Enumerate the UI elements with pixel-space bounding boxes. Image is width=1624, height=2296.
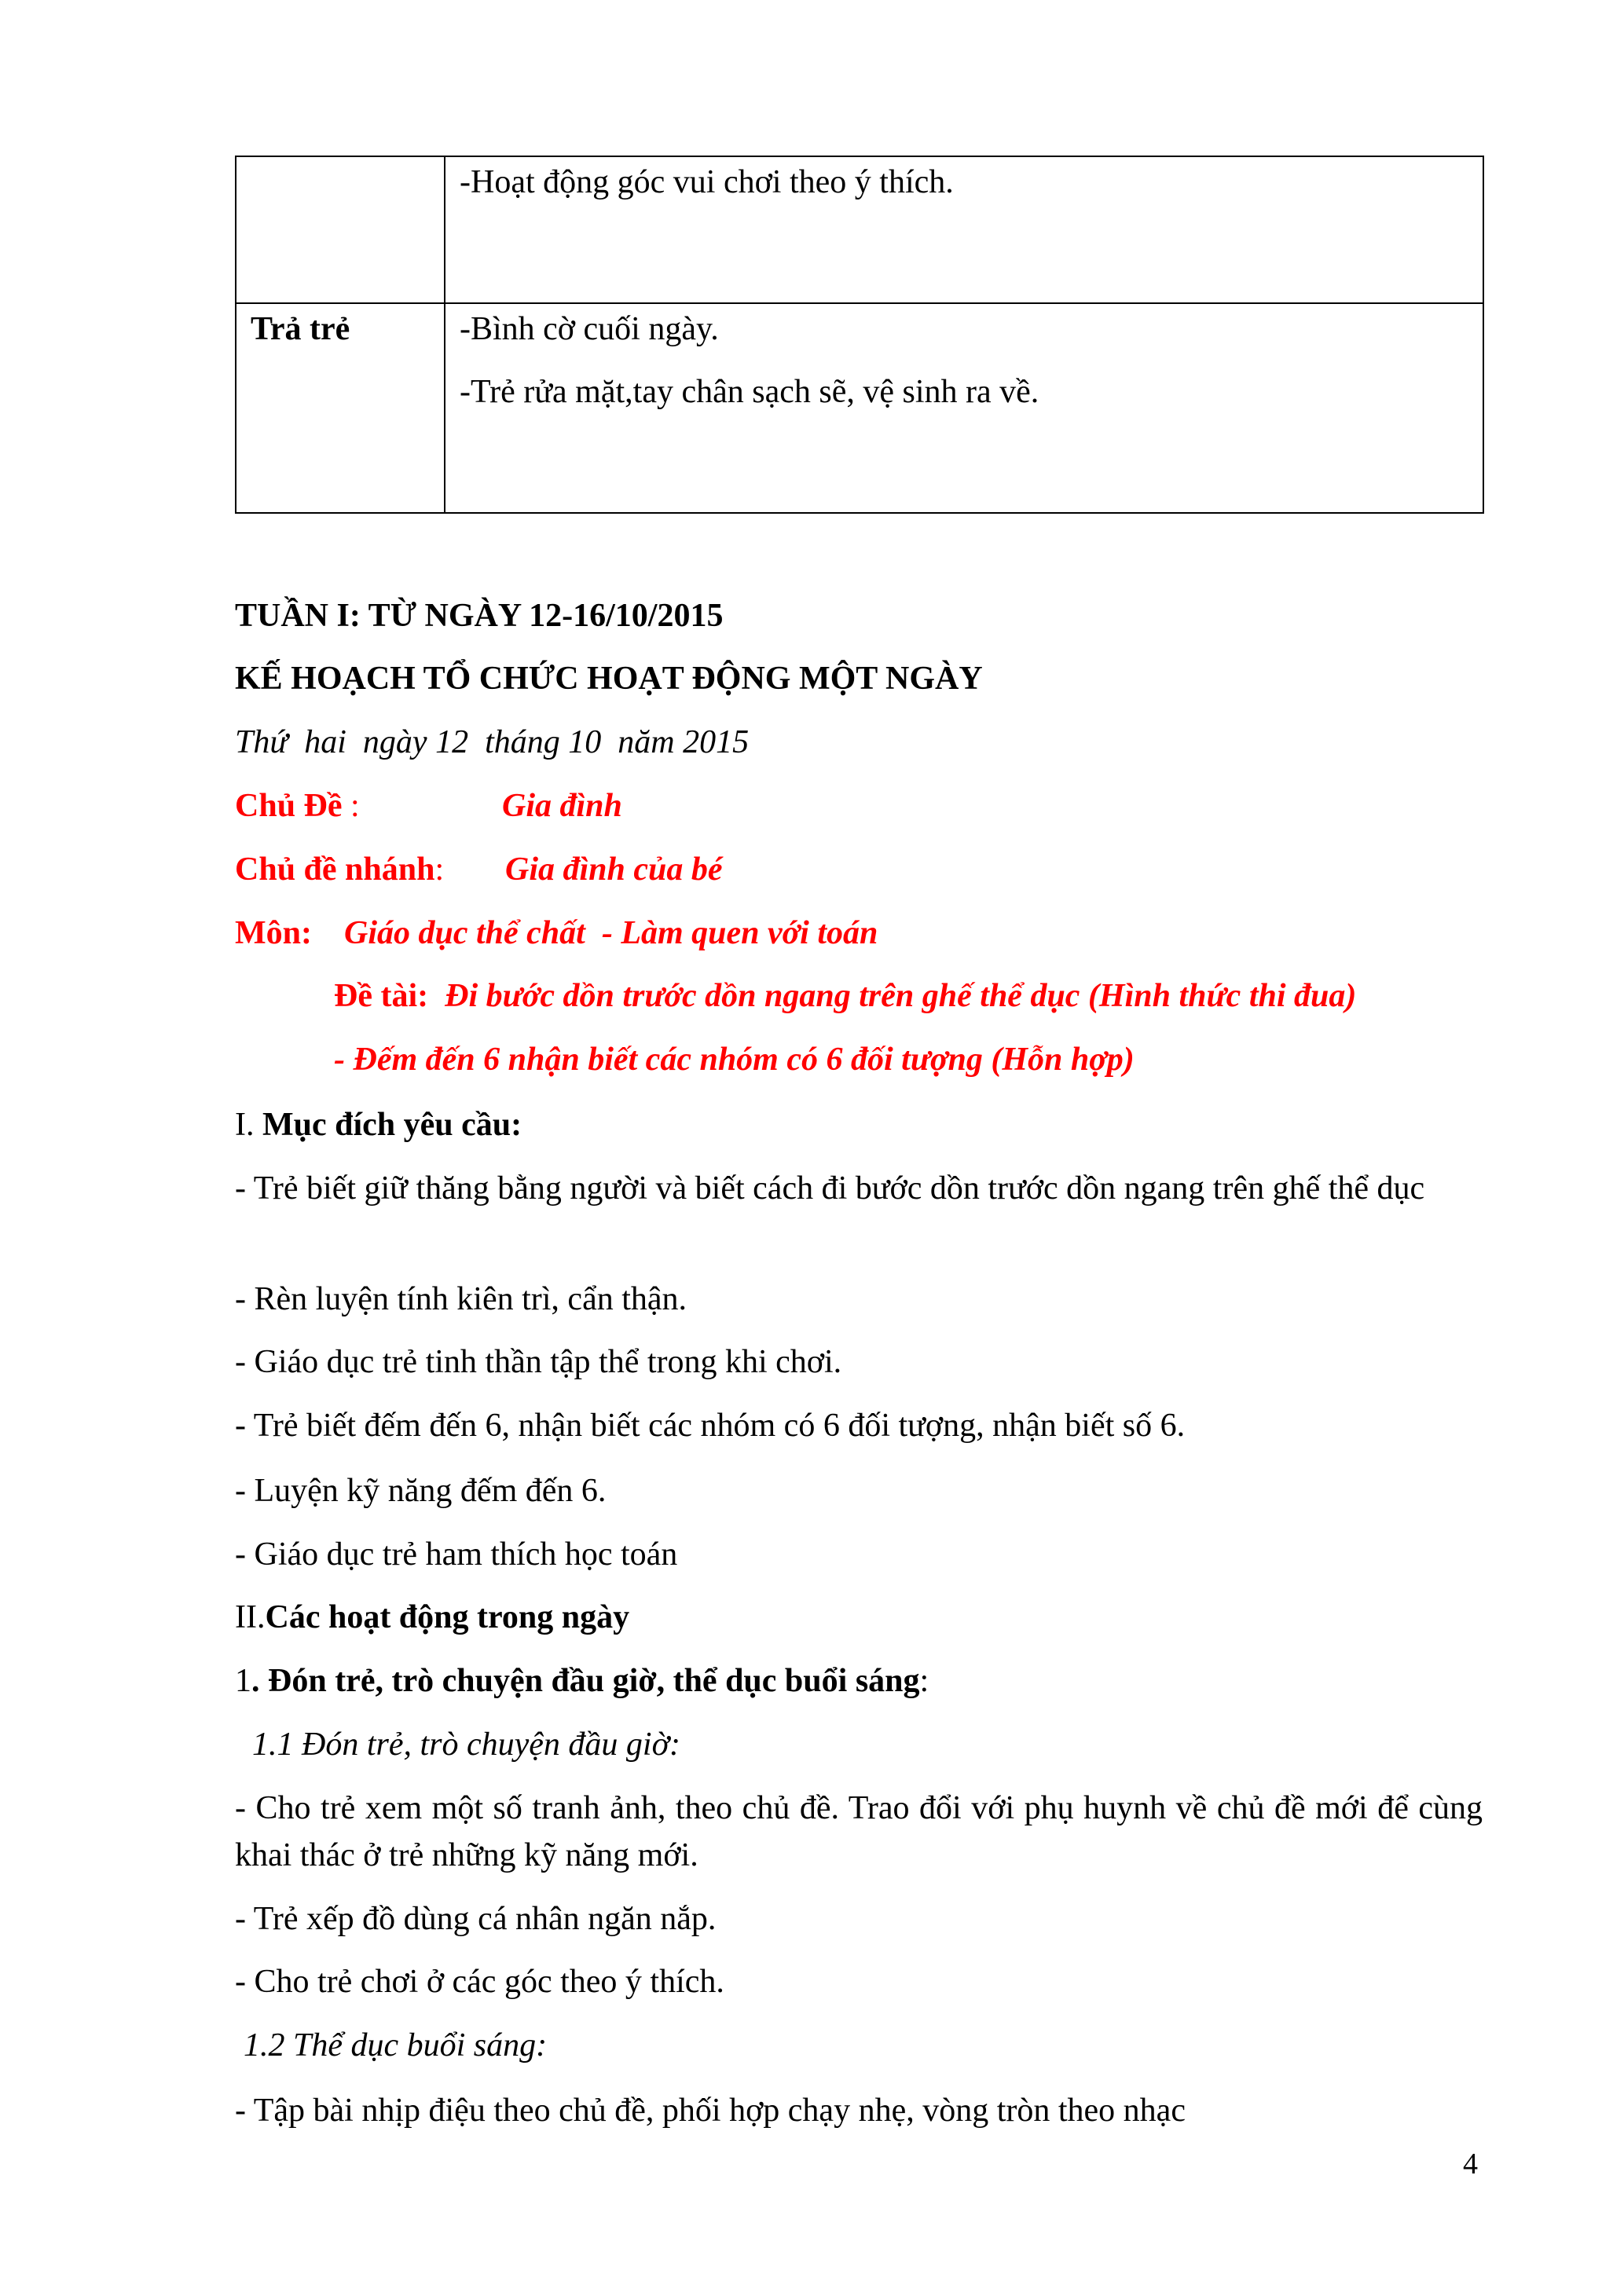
subject-label: Môn: (235, 915, 312, 951)
sub1-suffix: : (919, 1663, 929, 1699)
subtopic-label: Chủ đề nhánh (235, 851, 435, 888)
objective-item: - Rèn luyện tính kiên trì, cẩn thận. (235, 1281, 687, 1317)
week-title: TUẦN I: TỪ NGÀY 12-16/10/2015 (235, 598, 724, 634)
sub11-item: - Cho trẻ chơi ở các góc theo ý thích. (235, 1964, 724, 2000)
lesson-value-2: - Đếm đến 6 nhận biết các nhóm có 6 đối tượng (Hỗn hợp) (334, 1042, 1135, 1078)
section1-title: Mục đích yêu cầu: (262, 1107, 522, 1143)
row-label: Trả trẻ (251, 311, 350, 347)
table-cell-label (236, 303, 445, 513)
subtopic-value: Gia đình của bé (505, 851, 723, 888)
objective-item: - Giáo dục trẻ ham thích học toán (235, 1536, 678, 1573)
objective-item: - Luyện kỹ năng đếm đến 6. (235, 1473, 607, 1509)
subtopic-line (235, 850, 444, 889)
sub1-heading (235, 1661, 929, 1701)
plan-title: KẾ HOẠCH TỔ CHỨC HOẠT ĐỘNG MỘT NGÀY (235, 661, 983, 697)
objective-item: - Giáo dục trẻ tinh thần tập thể trong khi chơi. (235, 1344, 842, 1380)
topic-line (235, 786, 360, 826)
table-row (236, 156, 1483, 303)
sub1-prefix: 1 (235, 1663, 251, 1699)
sub11-item: - Cho trẻ xem một số tranh ảnh, theo chủ đề. Trao đổi với phụ huynh về chủ đề mới để cùng khai thác ở trẻ những kỹ năng mới. (235, 1790, 1483, 1873)
date-line: Thứ hai ngày 12 tháng 10 năm 2015 (235, 724, 750, 760)
table-row (236, 303, 1483, 513)
sub12-heading: 1.2 Thể dục buổi sáng: (244, 2027, 548, 2063)
section1-prefix: I. (235, 1107, 262, 1143)
subject-value: Giáo dục thể chất - Làm quen với toán (344, 915, 878, 951)
lesson-line (334, 976, 1356, 1016)
sub1-title: . Đón trẻ, trò chuyện đầu giờ, thể dục buổi sáng (251, 1663, 920, 1699)
section1-heading (235, 1105, 522, 1144)
sub12-item: - Tập bài nhịp điệu theo chủ đề, phối hợp chạy nhẹ, vòng tròn theo nhạc (235, 2093, 1186, 2129)
objective-item: - Trẻ biết giữ thăng bằng người và biết cách đi bước dồn trước dồn ngang trên ghế thể dục (235, 1170, 1425, 1207)
section2-heading (235, 1598, 629, 1637)
sub11-item: - Trẻ xếp đồ dùng cá nhân ngăn nắp. (235, 1901, 717, 1937)
section2-title: Các hoạt động trong ngày (265, 1599, 630, 1635)
page-number: 4 (1463, 2148, 1478, 2181)
lesson-label: Đề tài: (334, 978, 429, 1014)
cell-line: -Hoạt động góc vui chơi theo ý thích. (460, 164, 954, 200)
table-cell-content (445, 156, 1483, 303)
sub11-heading: 1.1 Đón trẻ, trò chuyện đầu giờ: (252, 1727, 680, 1763)
subtopic-sep: : (434, 851, 445, 888)
table-cell-content (445, 303, 1483, 513)
cell-line: -Bình cờ cuối ngày. (460, 311, 719, 347)
section2-prefix: II. (235, 1599, 266, 1635)
topic-value: Gia đình (502, 788, 622, 824)
objective-item: - Trẻ biết đếm đến 6, nhận biết các nhóm có 6 đối tượng, nhận biết số 6. (235, 1408, 1186, 1444)
topic-label: Chủ Đề (235, 788, 343, 824)
lesson-value-1: Đi bước dồn trước dồn ngang trên ghế thể dục (Hình thức thi đua) (445, 978, 1357, 1014)
cell-line: -Trẻ rửa mặt,tay chân sạch sẽ, vệ sinh ra về. (460, 374, 1039, 410)
schedule-table (235, 156, 1484, 514)
topic-sep: : (342, 788, 360, 824)
table-cell-label (236, 156, 445, 303)
